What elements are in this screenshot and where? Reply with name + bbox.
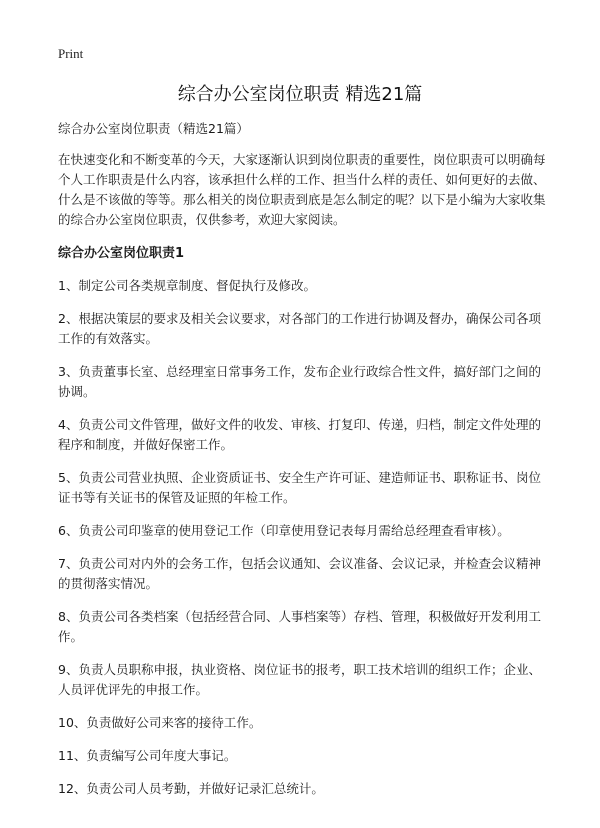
article-subtitle: 综合办公室岗位职责（精选21篇） [58,121,249,136]
duty-item: 8、负责公司各类档案（包括经营合同、人事档案等）存档、管理，积极做好开发利用工作。 [58,609,541,644]
section-heading: 综合办公室岗位职责1 [58,246,185,261]
article-body [58,120,548,812]
duty-item: 1、制定公司各类规章制度、督促执行及修改。 [58,278,316,293]
page-title: 综合办公室岗位职责 精选21篇 [177,84,423,105]
duty-item: 10、负责做好公司来客的接待工作。 [58,715,262,730]
duty-item: 4、负责公司文件管理，做好文件的收发、审核、打复印、传递，归档，制定文件处理的程序和制度，并做好保密工作。 [58,417,541,452]
print-link[interactable]: Print [58,46,84,61]
duty-item: 11、负责编写公司年度大事记。 [58,748,237,763]
duty-item: 3、负责董事长室、总经理室日常事务工作，发布企业行政综合性文件，搞好部门之间的协调。 [58,364,541,399]
duty-item: 7、负责公司对内外的会务工作，包括会议通知、会议准备、会议记录，并检查会议精神的贯彻落实情况。 [58,556,541,591]
intro-paragraph: 在快速变化和不断变革的今天，大家逐渐认识到岗位职责的重要性，岗位职责可以明确每个人工作职责是什么内容，该承担什么样的工作、担当什么样的责任、如何更好的去做、什么是不该做的等等。那么相关的岗位职责到底是怎么制定的呢？以下是小编为大家收集的综合办公室岗位职责，仅供参考，欢迎大家阅读。 [58,152,546,227]
duty-item: 5、负责公司营业执照、企业资质证书、安全生产许可证、建造师证书、职称证书、岗位证书等有关证书的保管及证照的年检工作。 [58,470,541,505]
duty-item: 2、根据决策层的要求及相关会议要求，对各部门的工作进行协调及督办，确保公司各项工作的有效落实。 [58,311,541,346]
duty-item: 9、负责人员职称申报，执业资格、岗位证书的报考，职工技术培训的组织工作；企业、人员评优评先的申报工作。 [58,662,541,697]
duty-item: 12、负责公司人员考勤，并做好记录汇总统计。 [58,781,324,796]
duty-item: 6、负责公司印鉴章的使用登记工作（印章使用登记表每月需给总经理查看审核）。 [58,523,510,538]
